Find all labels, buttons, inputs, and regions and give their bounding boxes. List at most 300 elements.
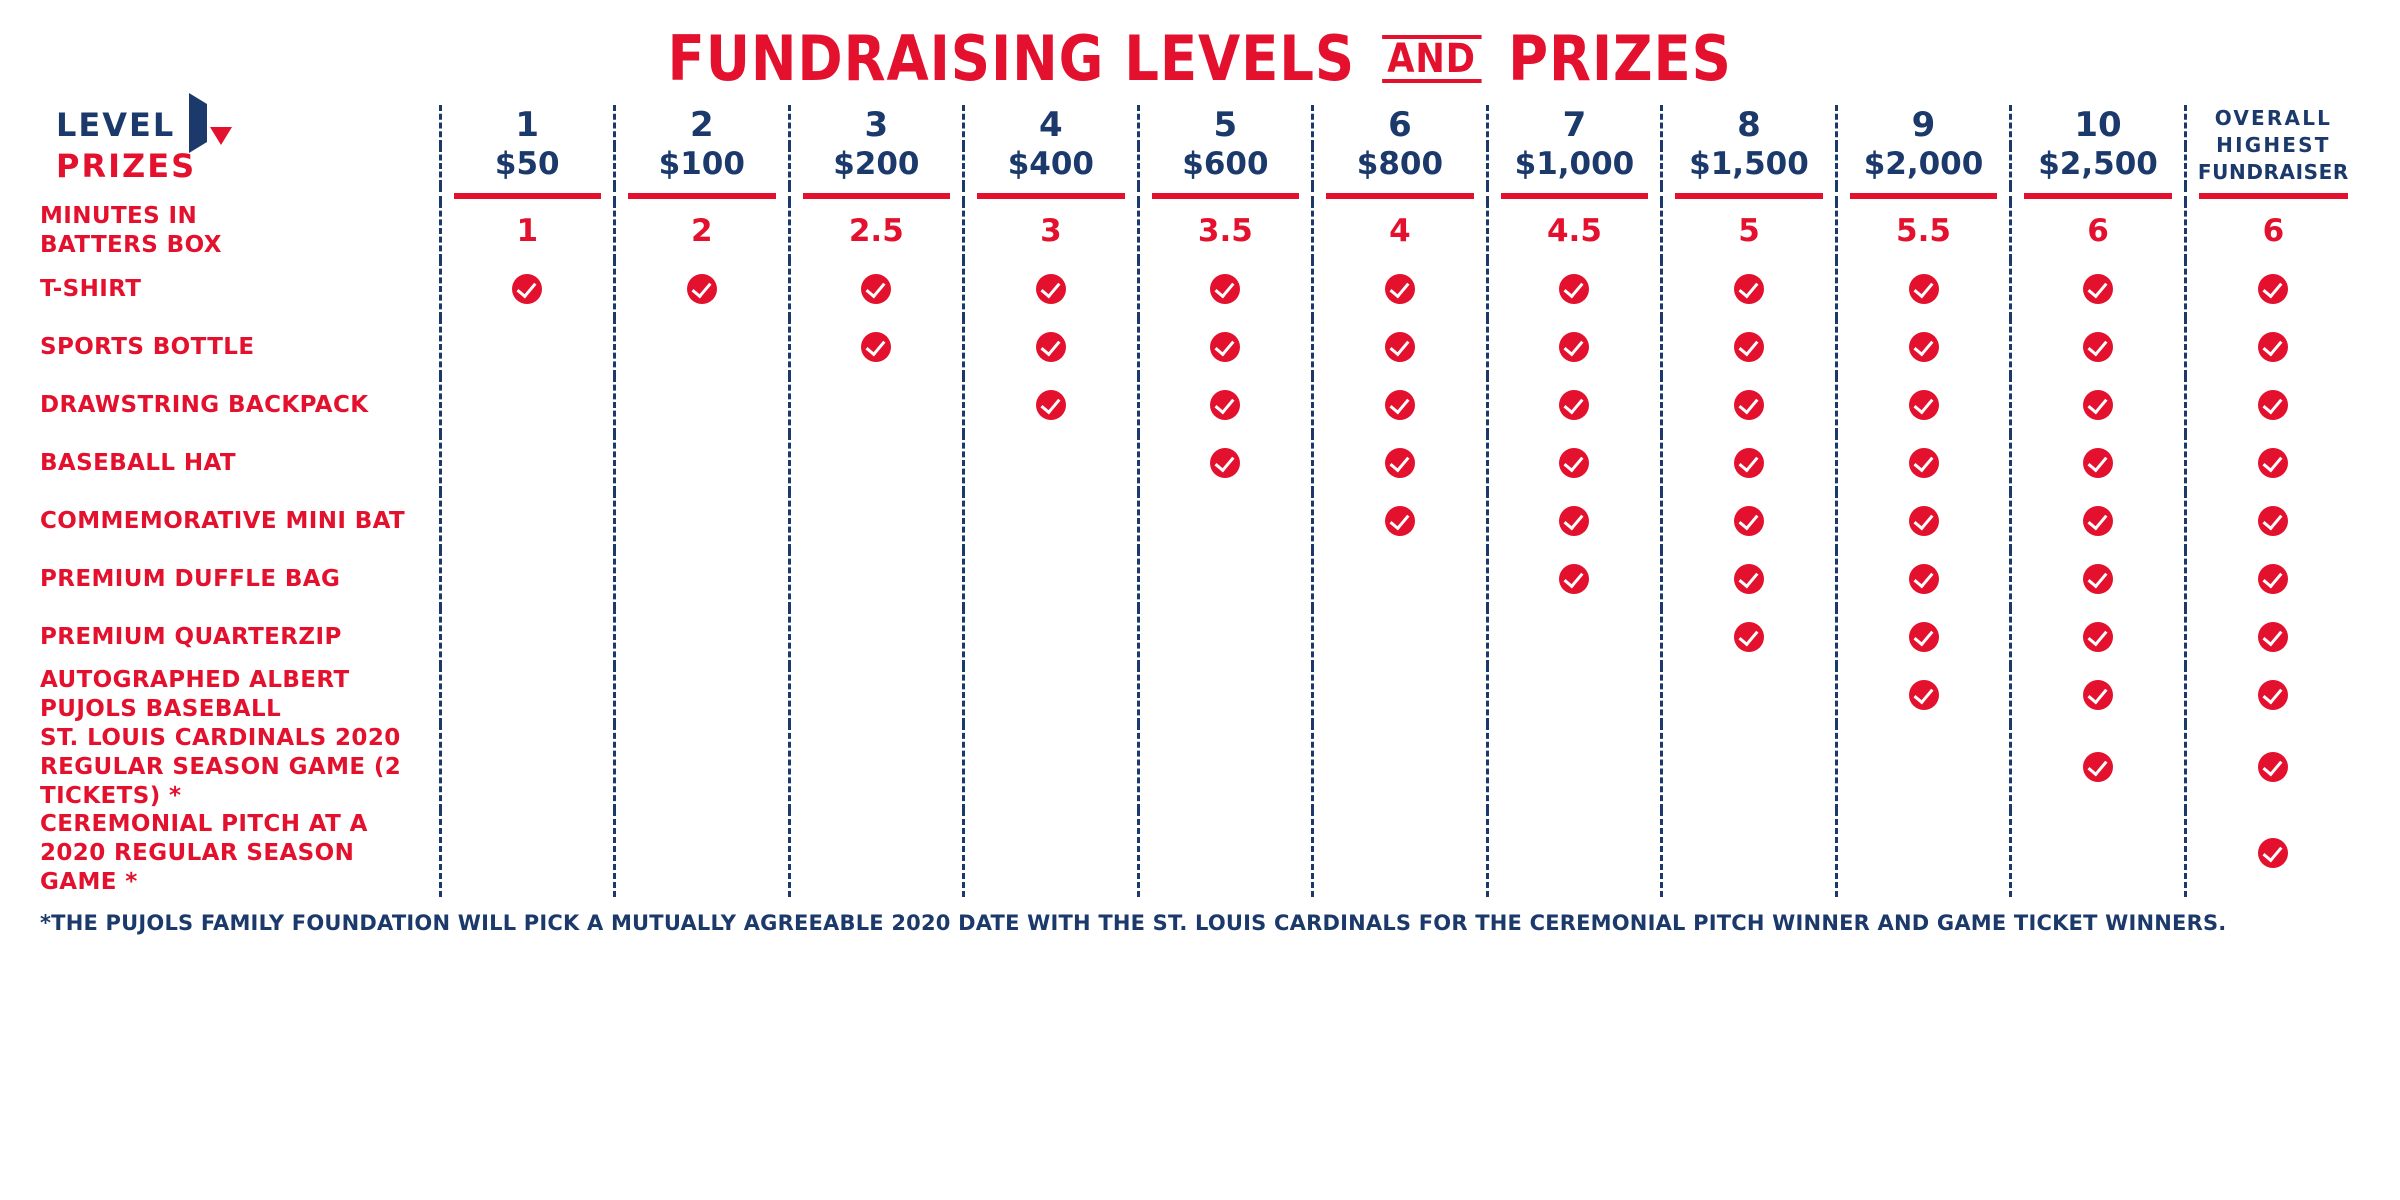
- check-icon-cell: [2185, 376, 2360, 434]
- column-header-level-1: [440, 105, 615, 186]
- row-label: PREMIUM QUARTERZIP: [40, 623, 342, 650]
- check-icon: [2258, 564, 2288, 594]
- empty-marker: [861, 388, 891, 418]
- column-underline: [440, 186, 615, 202]
- check-icon: [861, 274, 891, 304]
- check-icon: [2083, 752, 2113, 782]
- check-icon-cell: [2011, 666, 2186, 724]
- level-number: 6: [1388, 105, 1412, 146]
- empty-marker: [861, 562, 891, 592]
- empty-marker: [1559, 836, 1589, 866]
- check-icon: [1559, 390, 1589, 420]
- check-icon: [1036, 274, 1066, 304]
- empty-cell: [1313, 608, 1488, 666]
- empty-marker: [1210, 836, 1240, 866]
- empty-marker: [861, 446, 891, 476]
- check-icon-cell: [2185, 318, 2360, 376]
- empty-marker: [1385, 678, 1415, 708]
- empty-cell: [1138, 666, 1313, 724]
- legend-level-label: LEVEL: [56, 106, 176, 145]
- empty-cell: [615, 376, 790, 434]
- empty-cell: [440, 666, 615, 724]
- empty-cell: [1487, 608, 1662, 666]
- legend-prizes: [40, 146, 440, 187]
- check-icon: [2258, 506, 2288, 536]
- row-label: DRAWSTRING BACKPACK: [40, 391, 369, 418]
- check-icon: [1559, 506, 1589, 536]
- empty-cell: [440, 434, 615, 492]
- check-icon: [1559, 332, 1589, 362]
- title-part-2: PRIZES: [1508, 22, 1733, 95]
- empty-cell: [964, 724, 1139, 810]
- table-row: [40, 550, 2360, 608]
- empty-marker: [512, 836, 542, 866]
- empty-marker: [861, 750, 891, 780]
- row-label: PREMIUM DUFFLE BAG: [40, 565, 341, 592]
- empty-cell: [615, 666, 790, 724]
- check-icon-cell: [2185, 492, 2360, 550]
- level-amount: $2,500: [2038, 145, 2158, 182]
- check-icon: [2258, 390, 2288, 420]
- underline-spacer: [40, 186, 440, 202]
- check-icon: [1734, 332, 1764, 362]
- check-icon: [2083, 680, 2113, 710]
- table-row: [40, 608, 2360, 666]
- table-row: [40, 666, 2360, 724]
- empty-marker: [512, 388, 542, 418]
- row-label: T-SHIRT: [40, 275, 142, 302]
- check-icon-cell: [1662, 260, 1837, 318]
- empty-cell: [964, 492, 1139, 550]
- column-underline: [964, 186, 1139, 202]
- minutes-value: 4: [1313, 202, 1488, 260]
- check-icon-cell: [1487, 434, 1662, 492]
- empty-marker: [512, 678, 542, 708]
- minutes-value: 2.5: [789, 202, 964, 260]
- level-amount: $50: [494, 145, 560, 182]
- check-icon-cell: [1313, 492, 1488, 550]
- empty-cell: [964, 810, 1139, 896]
- check-icon-cell: [1487, 318, 1662, 376]
- check-icon-cell: [1487, 492, 1662, 550]
- table-row: [40, 260, 2360, 318]
- table-row: [40, 492, 2360, 550]
- minutes-value: 6: [2185, 202, 2360, 260]
- check-icon-cell: [1836, 492, 2011, 550]
- check-icon: [1210, 332, 1240, 362]
- table-row: [40, 724, 2360, 810]
- triangle-right-icon: [189, 104, 207, 142]
- column-header-level-8: [1662, 105, 1837, 186]
- empty-marker: [861, 504, 891, 534]
- empty-cell: [440, 318, 615, 376]
- column-header-level-2: [615, 105, 790, 186]
- empty-cell: [1487, 666, 1662, 724]
- empty-marker: [1559, 750, 1589, 780]
- row-label: SPORTS BOTTLE: [40, 333, 255, 360]
- empty-cell: [964, 666, 1139, 724]
- empty-cell: [964, 608, 1139, 666]
- check-icon-cell: [1662, 434, 1837, 492]
- empty-marker: [1210, 504, 1240, 534]
- check-icon-cell: [1662, 376, 1837, 434]
- check-icon: [1734, 390, 1764, 420]
- triangle-down-icon: [210, 145, 232, 183]
- check-icon-cell: [1138, 260, 1313, 318]
- level-amount: $2,000: [1863, 145, 1984, 182]
- check-icon: [2083, 448, 2113, 478]
- level-number: 5: [1213, 105, 1238, 146]
- check-icon-cell: [2185, 608, 2360, 666]
- minutes-value: 6: [2011, 202, 2186, 260]
- empty-marker: [2083, 836, 2113, 866]
- legend-level: [40, 105, 440, 146]
- empty-cell: [1313, 666, 1488, 724]
- check-icon: [1036, 332, 1066, 362]
- empty-cell: [615, 608, 790, 666]
- column-underline: [1313, 186, 1488, 202]
- check-icon-cell: [1836, 260, 2011, 318]
- check-icon-cell: [1836, 608, 2011, 666]
- check-icon-cell: [1313, 434, 1488, 492]
- check-icon-cell: [1313, 376, 1488, 434]
- empty-marker: [861, 620, 891, 650]
- check-icon-cell: [964, 376, 1139, 434]
- column-header-level-3: [789, 105, 964, 186]
- table-row: [40, 810, 2360, 896]
- check-icon: [1909, 332, 1939, 362]
- check-icon-cell: [1138, 376, 1313, 434]
- check-icon-cell: [2011, 260, 2186, 318]
- check-icon-cell: [2185, 550, 2360, 608]
- empty-marker: [687, 750, 717, 780]
- check-icon-cell: [2011, 376, 2186, 434]
- empty-marker: [687, 446, 717, 476]
- column-header-level-6: [1313, 105, 1488, 186]
- check-icon: [1734, 274, 1764, 304]
- check-icon-cell: [789, 318, 964, 376]
- check-icon: [1909, 622, 1939, 652]
- empty-marker: [1210, 562, 1240, 592]
- level-amount: $100: [658, 145, 745, 182]
- check-icon-cell: [1487, 260, 1662, 318]
- level-number: 10: [2074, 105, 2122, 146]
- empty-marker: [861, 836, 891, 866]
- empty-marker: [512, 330, 542, 360]
- minutes-value: 1: [440, 202, 615, 260]
- empty-cell: [1138, 724, 1313, 810]
- check-icon: [1036, 390, 1066, 420]
- empty-marker: [687, 388, 717, 418]
- empty-cell: [789, 608, 964, 666]
- empty-marker: [687, 678, 717, 708]
- check-icon: [2083, 622, 2113, 652]
- column-underline: [2185, 186, 2360, 202]
- check-icon-cell: [2185, 260, 2360, 318]
- row-label: MINUTES IN BATTERS BOX: [40, 203, 222, 258]
- column-header-level-4: [964, 105, 1139, 186]
- check-icon: [2258, 332, 2288, 362]
- check-icon: [1734, 448, 1764, 478]
- empty-marker: [1036, 678, 1066, 708]
- empty-cell: [440, 810, 615, 896]
- check-icon: [1559, 448, 1589, 478]
- check-icon-cell: [1662, 318, 1837, 376]
- minutes-value: 5: [1662, 202, 1837, 260]
- empty-marker: [1734, 678, 1764, 708]
- empty-marker: [512, 504, 542, 534]
- empty-marker: [861, 678, 891, 708]
- check-icon: [2083, 506, 2113, 536]
- check-icon: [1210, 274, 1240, 304]
- check-icon-cell: [1138, 318, 1313, 376]
- column-header-level-9: [1836, 105, 2011, 186]
- check-icon-cell: [1836, 666, 2011, 724]
- empty-marker: [1036, 562, 1066, 592]
- empty-cell: [1836, 724, 2011, 810]
- check-icon-cell: [1836, 434, 2011, 492]
- empty-cell: [1138, 550, 1313, 608]
- empty-cell: [1662, 666, 1837, 724]
- empty-marker: [1734, 750, 1764, 780]
- check-icon: [2258, 680, 2288, 710]
- check-icon-cell: [440, 260, 615, 318]
- table-row: [40, 376, 2360, 434]
- empty-cell: [789, 724, 964, 810]
- check-icon: [2083, 274, 2113, 304]
- empty-cell: [1313, 724, 1488, 810]
- row-label: CEREMONIAL PITCH AT A 2020 REGULAR SEASON GAME *: [40, 811, 368, 895]
- check-icon: [1734, 564, 1764, 594]
- empty-marker: [512, 562, 542, 592]
- check-icon-cell: [1138, 434, 1313, 492]
- empty-marker: [1385, 750, 1415, 780]
- empty-marker: [1210, 750, 1240, 780]
- empty-cell: [789, 666, 964, 724]
- check-icon: [1385, 274, 1415, 304]
- check-icon: [2258, 838, 2288, 868]
- check-icon-cell: [1662, 608, 1837, 666]
- check-icon-cell: [1662, 550, 1837, 608]
- title-block: [0, 0, 2400, 105]
- empty-cell: [1487, 724, 1662, 810]
- check-icon-cell: [2185, 666, 2360, 724]
- prize-matrix: [40, 105, 2360, 897]
- empty-cell: [615, 492, 790, 550]
- empty-marker: [1385, 620, 1415, 650]
- empty-marker: [1036, 446, 1066, 476]
- check-icon: [861, 332, 891, 362]
- empty-marker: [1559, 620, 1589, 650]
- minutes-value: 4.5: [1487, 202, 1662, 260]
- check-icon: [1559, 274, 1589, 304]
- check-icon-cell: [1836, 376, 2011, 434]
- empty-cell: [615, 434, 790, 492]
- empty-marker: [687, 562, 717, 592]
- level-amount: $800: [1356, 145, 1444, 182]
- minutes-value: 2: [615, 202, 790, 260]
- empty-cell: [1138, 810, 1313, 896]
- empty-cell: [1138, 608, 1313, 666]
- empty-marker: [1210, 678, 1240, 708]
- row-minutes-in-batters-box: [40, 202, 2360, 260]
- empty-cell: [1313, 810, 1488, 896]
- check-icon-cell: [2011, 550, 2186, 608]
- level-number: 3: [864, 105, 889, 146]
- empty-marker: [687, 836, 717, 866]
- row-label: ST. LOUIS CARDINALS 2020 REGULAR SEASON GAME (2 TICKETS) *: [40, 725, 402, 809]
- empty-marker: [1909, 836, 1939, 866]
- empty-marker: [1036, 750, 1066, 780]
- column-header-level-5: [1138, 105, 1313, 186]
- check-icon: [2258, 448, 2288, 478]
- legend-prizes-label: PRIZES: [56, 146, 197, 185]
- row-label: BASEBALL HAT: [40, 449, 237, 476]
- level-amount: $1,500: [1689, 145, 1809, 182]
- header-row: [40, 105, 2360, 146]
- column-underline: [615, 186, 790, 202]
- empty-marker: [687, 330, 717, 360]
- empty-marker: [512, 750, 542, 780]
- empty-cell: [615, 810, 790, 896]
- empty-marker: [1559, 678, 1589, 708]
- level-number: 8: [1737, 105, 1761, 146]
- empty-cell: [1487, 810, 1662, 896]
- check-icon: [1210, 448, 1240, 478]
- empty-cell: [440, 376, 615, 434]
- check-icon: [2083, 332, 2113, 362]
- check-icon-cell: [2011, 724, 2186, 810]
- check-icon: [1385, 332, 1415, 362]
- empty-cell: [1138, 492, 1313, 550]
- check-icon-cell: [1313, 318, 1488, 376]
- empty-cell: [789, 376, 964, 434]
- check-icon: [1734, 506, 1764, 536]
- empty-cell: [964, 434, 1139, 492]
- check-icon: [1909, 390, 1939, 420]
- empty-cell: [615, 550, 790, 608]
- empty-cell: [2011, 810, 2186, 896]
- check-icon: [1909, 448, 1939, 478]
- empty-marker: [687, 504, 717, 534]
- check-icon: [1210, 390, 1240, 420]
- empty-cell: [615, 318, 790, 376]
- empty-marker: [1385, 562, 1415, 592]
- column-underline: [1487, 186, 1662, 202]
- column-underline: [1836, 186, 2011, 202]
- empty-marker: [1909, 750, 1939, 780]
- check-icon: [512, 274, 542, 304]
- empty-cell: [789, 550, 964, 608]
- empty-cell: [440, 608, 615, 666]
- column-underline: [1662, 186, 1837, 202]
- empty-marker: [1734, 836, 1764, 866]
- check-icon: [2258, 622, 2288, 652]
- column-underline: [2011, 186, 2186, 202]
- check-icon-cell: [2011, 492, 2186, 550]
- empty-marker: [1036, 620, 1066, 650]
- check-icon: [2258, 752, 2288, 782]
- check-icon-cell: [1313, 260, 1488, 318]
- level-number: 9: [1911, 105, 1936, 146]
- check-icon-cell: [1487, 550, 1662, 608]
- empty-cell: [789, 810, 964, 896]
- check-icon-cell: [1662, 492, 1837, 550]
- check-icon: [2083, 390, 2113, 420]
- page-title: [668, 22, 1732, 95]
- title-part-1: FUNDRAISING LEVELS: [667, 22, 1356, 95]
- check-icon: [1909, 274, 1939, 304]
- level-number: 4: [1039, 105, 1063, 146]
- check-icon: [2083, 564, 2113, 594]
- column-header-level-10: [2011, 105, 2186, 186]
- empty-marker: [1036, 504, 1066, 534]
- minutes-value: 5.5: [1836, 202, 2011, 260]
- column-underline: [1138, 186, 1313, 202]
- empty-marker: [512, 620, 542, 650]
- overall-header-text: OVERALL HIGHEST FUNDRAISER: [2197, 106, 2349, 184]
- check-icon-cell: [964, 318, 1139, 376]
- empty-marker: [687, 620, 717, 650]
- level-number: 7: [1562, 105, 1587, 146]
- check-icon-cell: [2011, 608, 2186, 666]
- level-amount: $400: [1007, 145, 1094, 182]
- table-row: [40, 318, 2360, 376]
- column-header-overall-highest-fundraiser: [2185, 105, 2360, 186]
- level-amount: $200: [833, 145, 920, 182]
- check-icon-cell: [2185, 724, 2360, 810]
- check-icon: [1385, 506, 1415, 536]
- check-icon-cell: [964, 260, 1139, 318]
- check-icon: [687, 274, 717, 304]
- check-icon-cell: [1836, 550, 2011, 608]
- check-icon: [1909, 680, 1939, 710]
- header-underline-row: [40, 186, 2360, 202]
- row-label: COMMEMORATIVE MINI BAT: [40, 507, 406, 534]
- minutes-value: 3: [964, 202, 1139, 260]
- empty-marker: [1210, 620, 1240, 650]
- check-icon-cell: [2185, 434, 2360, 492]
- level-number: 1: [515, 105, 540, 146]
- check-icon: [1734, 622, 1764, 652]
- empty-cell: [440, 550, 615, 608]
- empty-marker: [1036, 836, 1066, 866]
- empty-cell: [615, 724, 790, 810]
- level-amount: $600: [1182, 145, 1269, 182]
- empty-cell: [1662, 724, 1837, 810]
- check-icon: [2258, 274, 2288, 304]
- check-icon: [1909, 564, 1939, 594]
- column-underline: [789, 186, 964, 202]
- check-icon-cell: [1487, 376, 1662, 434]
- row-label: AUTOGRAPHED ALBERT PUJOLS BASEBALL: [40, 667, 350, 722]
- empty-marker: [1385, 836, 1415, 866]
- empty-marker: [512, 446, 542, 476]
- empty-cell: [440, 724, 615, 810]
- minutes-value: 3.5: [1138, 202, 1313, 260]
- column-header-level-7: [1487, 105, 1662, 186]
- check-icon-cell: [1836, 318, 2011, 376]
- empty-cell: [1836, 810, 2011, 896]
- empty-cell: [1662, 810, 1837, 896]
- check-icon: [1385, 390, 1415, 420]
- level-amount: $1,000: [1514, 145, 1635, 182]
- check-icon-cell: [789, 260, 964, 318]
- empty-cell: [1313, 550, 1488, 608]
- empty-cell: [789, 492, 964, 550]
- check-icon: [1385, 448, 1415, 478]
- check-icon-cell: [2011, 318, 2186, 376]
